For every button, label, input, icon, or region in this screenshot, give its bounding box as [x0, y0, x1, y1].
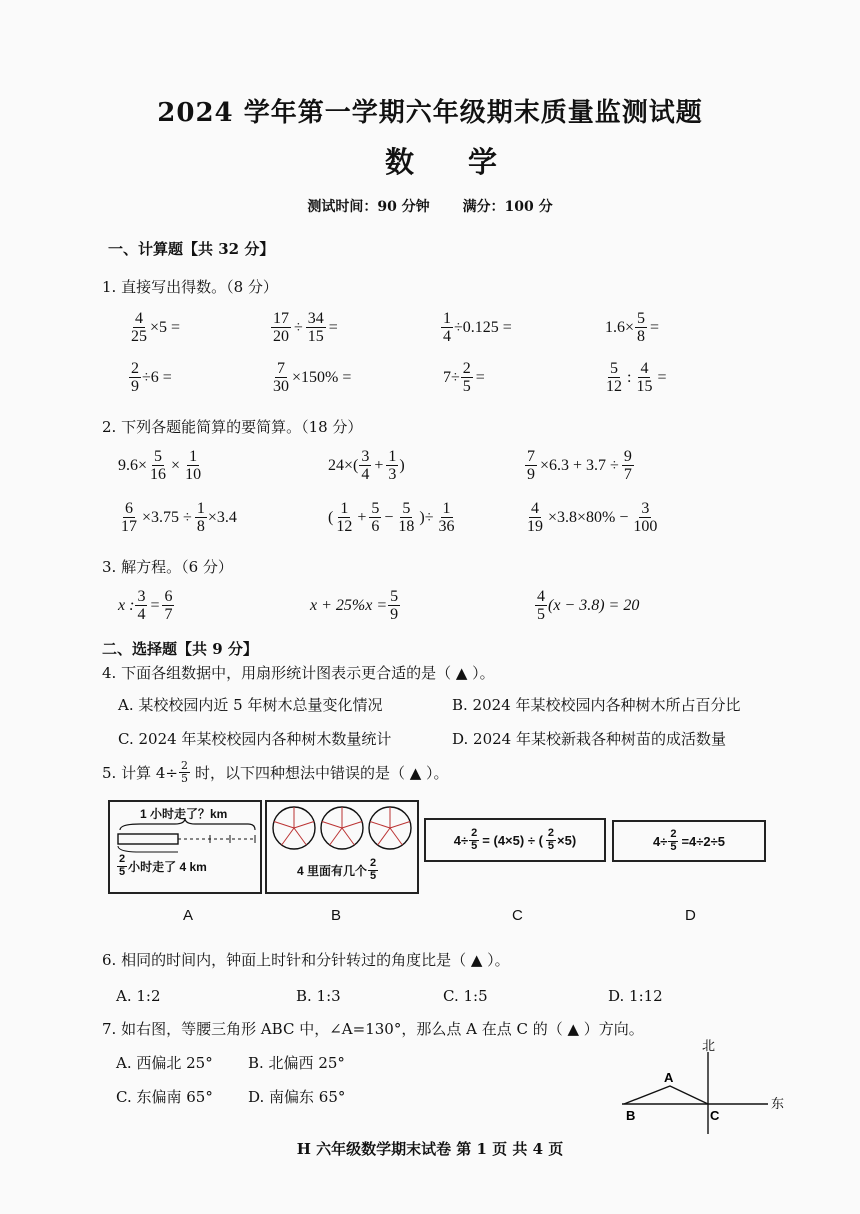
- q1-item-1: $\frac{4}{25}$ ×5 =: [131, 310, 181, 346]
- q5-box-a: [108, 800, 262, 894]
- q1-item-5: $\frac{2}{9}$ ÷6 =: [131, 360, 172, 396]
- section1-heading: 一、计算题【共 32 分】: [108, 240, 275, 258]
- q5-label-d: D: [685, 907, 696, 924]
- q3-item-3: $\frac{4}{5}$ (x − 3.8) = 20: [537, 588, 640, 624]
- point-b-label: B: [626, 1108, 636, 1123]
- q7-option-b: B. 北偏西 25°: [248, 1054, 345, 1072]
- pie-divider: [390, 822, 410, 828]
- pie-divider: [322, 822, 342, 828]
- q4-option-c: C. 2024 年某校校园内各种树木数量统计: [118, 730, 392, 748]
- q5-box-b: [265, 800, 419, 894]
- q3-item-1: x : $\frac{3}{4}$ = $\frac{6}{7}$: [118, 588, 173, 624]
- q2-item-2: 24×( $\frac{3}{4}$ + $\frac{1}{3}$ ): [328, 448, 405, 484]
- q2-item-1: 9.6× $\frac{5}{16}$ × $\frac{1}{10}$: [118, 448, 202, 484]
- exam-time: 测试时间：90 分钟: [307, 199, 430, 215]
- pie-divider: [342, 822, 362, 828]
- page-footer: H 六年级数学期末试卷 第 1 页 共 4 页: [296, 1140, 564, 1158]
- north-label: 北: [702, 1039, 716, 1054]
- q4-option-d: D. 2024 年某校新栽各种树苗的成活数量: [452, 730, 726, 748]
- q6-text: 6. 相同的时间内，钟面上时针和分针转过的角度比是（ ▲ ）。: [102, 951, 510, 969]
- pie-divider: [378, 828, 390, 845]
- section2-heading: 二、选择题【共 9 分】: [102, 640, 258, 658]
- q4-option-b: B. 2024 年某校校园内各种树木所占百分比: [452, 696, 741, 714]
- q4-option-a: A. 某校校园内近 5 年树木总量变化情况: [118, 696, 383, 714]
- q5-label-b: B: [331, 907, 342, 924]
- q7-option-c: C. 东偏南 65°: [116, 1088, 213, 1106]
- q5-label-c: C: [512, 907, 523, 924]
- q7-text: 7. 如右图，等腰三角形 ABC 中，∠A=130°，那么点 A 在点 C 的（ ▲ ）方向。: [102, 1020, 644, 1038]
- q7-option-d: D. 南偏东 65°: [248, 1088, 346, 1106]
- exam-score: 满分：100 分: [462, 199, 553, 215]
- q3-text: 3. 解方程。（6 分）: [102, 558, 233, 576]
- pie-divider: [282, 828, 294, 845]
- pie-divider: [274, 822, 294, 828]
- q2-item-4: $\frac{6}{17}$ ×3.75 ÷ $\frac{1}{8}$ ×3.4: [121, 500, 237, 536]
- q1-item-7: 7÷ $\frac{2}{5}$ =: [443, 360, 485, 396]
- subject-title: 数 学: [384, 145, 520, 179]
- q1-item-6: $\frac{7}{30}$ ×150% =: [273, 360, 352, 396]
- q2-text: 2. 下列各题能简算的要简算。（18 分）: [102, 418, 363, 436]
- pie-divider: [390, 828, 402, 845]
- q6-option-d: D. 1:12: [608, 987, 663, 1005]
- point-c-label: C: [710, 1108, 720, 1123]
- pie-divider: [330, 828, 342, 845]
- q5-label-a: A: [183, 907, 194, 924]
- q6-option-a: A. 1:2: [116, 987, 161, 1005]
- q7-compass-figure: [610, 1036, 800, 1140]
- pie-divider: [342, 828, 354, 845]
- exam-title: 2024 学年第一学期六年级期末质量监测试题: [157, 98, 703, 128]
- q5-box-c: 4÷ $\frac{2}{5}$ = (4×5) ÷ ( $\frac{2}{5}$ ×5): [424, 818, 606, 862]
- box-b-circles: [267, 804, 417, 854]
- q4-text: 4. 下面各组数据中，用扇形统计图表示更合适的是（ ▲ ）。: [102, 664, 495, 682]
- pie-divider: [370, 822, 390, 828]
- q1-item-2: $\frac{17}{20}$ ÷ $\frac{34}{15}$ =: [273, 310, 338, 346]
- q6-option-c: C. 1:5: [443, 987, 488, 1005]
- q2-item-5: ( $\frac{1}{12}$ + $\frac{5}{6}$ − $\frac{5}{18}$ )÷ $\frac{1}{36}$: [328, 500, 455, 536]
- q1-text: 1. 直接写出得数。（8 分）: [102, 278, 278, 296]
- pie-divider: [294, 822, 314, 828]
- q7-option-a: A. 西偏北 25°: [116, 1054, 213, 1072]
- box-a-top-label: 1 小时走了？km: [140, 807, 228, 821]
- q1-item-3: $\frac{1}{4}$ ÷0.125 =: [443, 310, 512, 346]
- q2-item-6: $\frac{4}{19}$ ×3.8×80% − $\frac{3}{100}$: [527, 500, 658, 536]
- box-b-caption: 4 里面有几个 $\frac{2}{5}$: [297, 857, 377, 882]
- exam-meta: [0, 196, 860, 216]
- pie-divider: [294, 828, 306, 845]
- box-a-bottom-label: $\frac{2}{5}$ 小时走了 4 km: [119, 853, 207, 878]
- q6-option-b: B. 1:3: [296, 987, 341, 1005]
- q1-item-8: $\frac{5}{12}$ : $\frac{4}{15}$ =: [606, 360, 667, 396]
- q1-item-4: 1.6× $\frac{5}{8}$ =: [605, 310, 660, 346]
- q2-item-3: $\frac{7}{9}$ ×6.3 + 3.7 ÷ $\frac{9}{7}$: [527, 448, 632, 484]
- q5-text: 5. 计算 4÷ $\frac{2}{5}$ 时，以下四种想法中错误的是（ ▲ ）。: [102, 759, 449, 785]
- east-label: 东: [771, 1097, 785, 1112]
- point-a-label: A: [664, 1070, 674, 1085]
- q3-item-2: x + 25%x = $\frac{5}{9}$: [310, 588, 399, 624]
- q5-box-d: 4÷ $\frac{2}{5}$ =4÷2÷5: [612, 820, 766, 862]
